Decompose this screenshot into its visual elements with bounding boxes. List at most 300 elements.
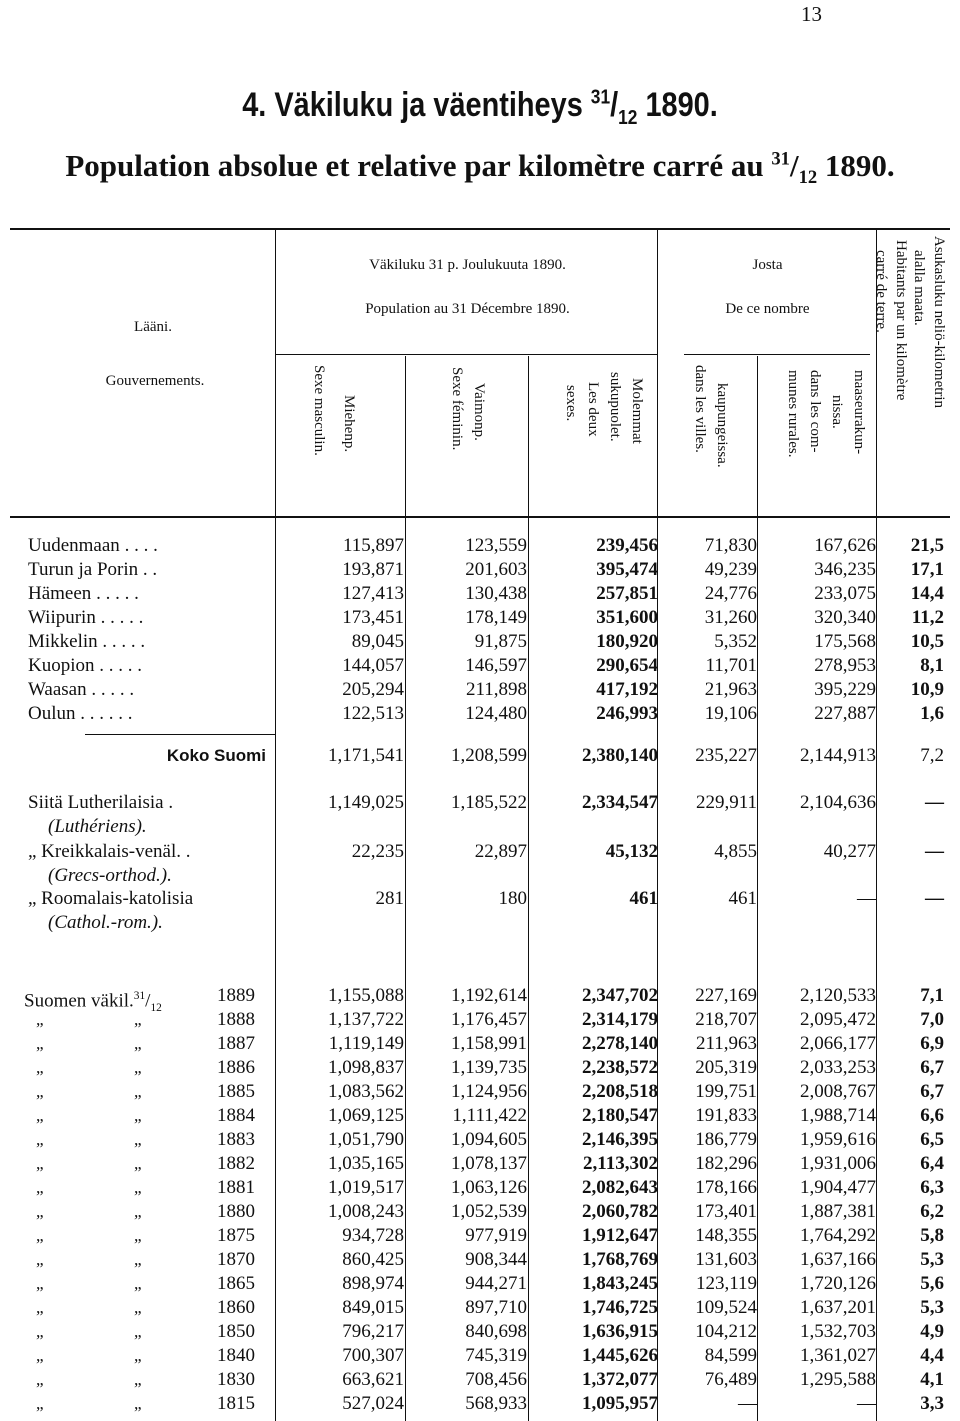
cell-female: 1,192,614 (451, 985, 527, 1006)
cell-rural: 395,229 (814, 679, 876, 700)
ditto-mark: „ (36, 1034, 44, 1053)
religion-row (0, 840, 960, 864)
cell-towns: 148,355 (695, 1225, 757, 1246)
ditto-mark: „ (134, 1178, 142, 1197)
cell-density: 4,9 (920, 1321, 944, 1342)
religion-row (0, 791, 960, 815)
cell-female: 130,438 (465, 583, 527, 604)
cell-male: 193,871 (342, 559, 404, 580)
year-label: 1830 (217, 1369, 255, 1390)
cell-female: 178,149 (465, 607, 527, 628)
cell-male: 1,051,790 (328, 1129, 404, 1150)
cell-density: 11,2 (911, 607, 944, 628)
cell-total: 2,208,518 (582, 1081, 658, 1102)
cell-female: 1,094,605 (451, 1129, 527, 1150)
history-row (0, 1248, 960, 1272)
leader-dots: . (163, 792, 174, 813)
cell-male: 122,513 (342, 703, 404, 724)
history-label-month: 12 (150, 1002, 162, 1015)
cell-female: 1,052,539 (451, 1201, 527, 1222)
year-label: 1881 (217, 1177, 255, 1198)
year-label: 1880 (217, 1201, 255, 1222)
leader-dots: . . (138, 559, 158, 580)
header-sexe-feminin: Sexe féminin. (449, 367, 465, 451)
cell-density: 7,2 (920, 745, 944, 766)
ditto-mark: „ (36, 1202, 44, 1221)
cell-towns: 173,401 (695, 1201, 757, 1222)
table-row (0, 654, 960, 678)
table-row (0, 678, 960, 702)
ditto-mark: „ (36, 1226, 44, 1245)
cell-female: 211,898 (465, 679, 527, 700)
history-row (0, 1152, 960, 1176)
cell-density: 5,8 (920, 1225, 944, 1246)
history-row (0, 1128, 960, 1152)
header-les-deux: Les deux (585, 382, 601, 437)
region-name (28, 654, 142, 678)
table-top-rule (10, 228, 950, 230)
cell-male: 934,728 (342, 1225, 404, 1246)
cell-density: 4,1 (920, 1369, 944, 1390)
cell-density: 21,5 (910, 535, 944, 556)
cell-rural: 1,959,616 (800, 1129, 876, 1150)
page-number: 13 (801, 2, 822, 26)
cell-rural: 2,033,253 (800, 1057, 876, 1078)
title-finnish-month: 12 (618, 106, 638, 129)
cell-male: 1,149,025 (328, 792, 404, 813)
cell-total: 417,192 (596, 679, 658, 700)
year-label: 1815 (217, 1393, 255, 1414)
religion-label: „ Kreikkalais-venäl. (28, 841, 181, 862)
ditto-mark: „ (36, 1250, 44, 1269)
cell-male: 1,008,243 (328, 1201, 404, 1222)
cell-total: 1,095,957 (582, 1393, 658, 1414)
region-label: Wiipurin (28, 607, 96, 628)
cell-rural: — (857, 1393, 876, 1414)
header-nissa: nissa. (829, 395, 845, 429)
cell-towns: 123,119 (695, 1273, 757, 1294)
cell-female: 977,919 (465, 1225, 527, 1246)
cell-total: 1,445,626 (582, 1345, 658, 1366)
ditto-mark: „ (134, 1322, 142, 1341)
cell-total: 246,993 (596, 703, 658, 724)
cell-female: 1,124,956 (451, 1081, 527, 1102)
cell-total: 2,180,547 (582, 1105, 658, 1126)
cell-density: 6,4 (920, 1153, 944, 1174)
cell-total: 2,314,179 (582, 1009, 658, 1030)
cell-male: 281 (375, 888, 404, 909)
title-finnish: 4. Väkiluku ja väentiheys $^{31}/_{12}$ 1890. (242, 86, 718, 129)
cell-female: 1,176,457 (451, 1009, 527, 1030)
cell-rural: 346,235 (814, 559, 876, 580)
cell-total: 1,912,647 (582, 1225, 658, 1246)
cell-rural: 2,144,913 (800, 745, 876, 766)
cell-male: 144,057 (342, 655, 404, 676)
cell-total: 2,334,547 (582, 792, 658, 813)
cell-density: 7,0 (920, 1009, 944, 1030)
josta-subheader-rule (684, 354, 870, 355)
cell-rural: 1,887,381 (800, 1201, 876, 1222)
title-french-day: 31 (771, 148, 790, 170)
header-josta: Josta (752, 257, 783, 273)
cell-male: 1,035,165 (328, 1153, 404, 1174)
title-finnish-day: 31 (590, 86, 611, 109)
leader-dots: . . . . . (91, 583, 139, 604)
cell-female: 201,603 (465, 559, 527, 580)
cell-male: 22,235 (351, 841, 404, 862)
cell-total: 1,843,245 (582, 1273, 658, 1294)
cell-density: 10,5 (910, 631, 944, 652)
region-name (28, 678, 134, 702)
history-row (0, 1392, 960, 1416)
cell-total: 2,113,302 (583, 1153, 658, 1174)
cell-towns: 24,776 (704, 583, 757, 604)
cell-rural: 1,931,006 (800, 1153, 876, 1174)
history-row (0, 1104, 960, 1128)
cell-density: 6,9 (920, 1033, 944, 1054)
ditto-mark: „ (36, 1154, 44, 1173)
cell-towns: 235,227 (695, 745, 757, 766)
cell-density: 8,1 (920, 655, 944, 676)
leader-dots: . . . . . (97, 631, 146, 652)
cell-female: 180 (498, 888, 527, 909)
ditto-mark: „ (134, 1226, 142, 1245)
cell-towns: 5,352 (714, 631, 757, 652)
cell-female: 1,185,522 (451, 792, 527, 813)
cell-male: 205,294 (342, 679, 404, 700)
region-name (28, 582, 139, 606)
cell-density: — (925, 841, 944, 862)
leader-dots: . (180, 841, 191, 862)
cell-density: — (925, 792, 944, 813)
year-label: 1885 (217, 1081, 255, 1102)
cell-male: 1,119,149 (328, 1033, 404, 1054)
cell-female: 908,344 (465, 1249, 527, 1270)
cell-female: 745,319 (465, 1345, 527, 1366)
cell-total: 2,146,395 (582, 1129, 658, 1150)
title-french-month: 12 (798, 167, 818, 189)
history-row (0, 1296, 960, 1320)
history-label: Suomen $väkil.^{31}/_{12}$ (24, 990, 162, 1015)
leader-dots: . . . . . (95, 607, 144, 628)
history-row (0, 1008, 960, 1032)
region-name (28, 606, 143, 630)
ditto-mark: „ (36, 1010, 44, 1029)
cell-male: 663,621 (342, 1369, 404, 1390)
cell-male: 1,137,722 (328, 1009, 404, 1030)
cell-towns: 11,701 (705, 655, 757, 676)
year-label: 1887 (217, 1033, 255, 1054)
cell-towns: 218,707 (695, 1009, 757, 1030)
leader-dots: . . . . (119, 535, 158, 556)
header-gouvernements: Gouvernements. (105, 373, 205, 389)
total-row (0, 744, 960, 768)
cell-towns: 4,855 (714, 841, 757, 862)
cell-female: 1,158,991 (451, 1033, 527, 1054)
religion-name (28, 887, 193, 911)
cell-female: 91,875 (474, 631, 527, 652)
cell-rural: — (857, 888, 876, 909)
cell-towns: 131,603 (695, 1249, 757, 1270)
religion-sub-fr: (Luthériens). (48, 816, 147, 837)
history-row (0, 1320, 960, 1344)
ditto-mark: „ (134, 1298, 142, 1317)
cell-towns: 76,489 (704, 1369, 757, 1390)
ditto-mark: „ (134, 1082, 142, 1101)
cell-rural: 1,988,714 (800, 1105, 876, 1126)
header-population-fi: Väkiluku 31 p. Joulukuuta 1890. (369, 257, 566, 273)
header-miehenp: Miehenp. (341, 395, 357, 453)
header-kaupungeissa: kaupungeissa. (714, 383, 730, 468)
cell-rural: 2,008,767 (800, 1081, 876, 1102)
cell-towns: 178,166 (695, 1177, 757, 1198)
leader-dots: . . . . . . (75, 703, 133, 724)
cell-density: 5,6 (920, 1273, 944, 1294)
header-sexes: sexes. (563, 385, 579, 422)
cell-density: 6,6 (920, 1105, 944, 1126)
cell-towns: 182,296 (695, 1153, 757, 1174)
header-maaseurakun: maaseurakun- (851, 370, 867, 455)
year-label: 1886 (217, 1057, 255, 1078)
history-row (0, 1224, 960, 1248)
cell-rural: 320,340 (814, 607, 876, 628)
cell-density: 3,3 (920, 1393, 944, 1414)
ditto-mark: „ (134, 1202, 142, 1221)
history-row (0, 984, 960, 1015)
cell-density: 17,1 (910, 559, 944, 580)
ditto-mark: „ (134, 1154, 142, 1173)
ditto-mark: „ (36, 1082, 44, 1101)
cell-rural: 167,626 (814, 535, 876, 556)
religion-row (0, 887, 960, 911)
cell-towns: 109,524 (695, 1297, 757, 1318)
year-label: 1889 (217, 985, 255, 1006)
cell-towns: 461 (728, 888, 757, 909)
cell-total: 290,654 (596, 655, 658, 676)
cell-rural: 2,120,533 (800, 985, 876, 1006)
cell-rural: 2,104,636 (800, 792, 876, 813)
header-munes-rurales: munes rurales. (785, 370, 801, 458)
region-label: Uudenmaan (28, 535, 120, 556)
cell-density: 10,9 (910, 679, 944, 700)
cell-female: 124,480 (465, 703, 527, 724)
cell-rural: 233,075 (814, 583, 876, 604)
cell-female: 708,456 (465, 1369, 527, 1390)
cell-towns: 49,239 (704, 559, 757, 580)
religion-sub-fr: (Cathol.-rom.). (48, 912, 163, 933)
cell-male: 1,155,088 (328, 985, 404, 1006)
ditto-mark: „ (134, 1250, 142, 1269)
cell-towns: 199,751 (695, 1081, 757, 1102)
cell-rural: 1,637,201 (800, 1297, 876, 1318)
history-label-text: Suomen väkil. (24, 990, 134, 1012)
religion-sub-fr: (Grecs-orthod.). (48, 865, 172, 886)
year-label: 1840 (217, 1345, 255, 1366)
cell-male: 89,045 (351, 631, 404, 652)
cell-male: 173,451 (342, 607, 404, 628)
cell-male: 1,019,517 (328, 1177, 404, 1198)
cell-density: 1,6 (920, 703, 944, 724)
cell-female: 1,111,422 (452, 1105, 527, 1126)
cell-density: — (925, 888, 944, 909)
header-alalla-maata: alalla maata. (911, 250, 927, 326)
ditto-mark: „ (36, 1370, 44, 1389)
ditto-mark: „ (134, 1370, 142, 1389)
cell-male: 1,069,125 (328, 1105, 404, 1126)
cell-female: 146,597 (465, 655, 527, 676)
cell-density: 6,7 (920, 1081, 944, 1102)
cell-towns: 19,106 (704, 703, 757, 724)
header-dans-les-com: dans les com- (807, 370, 823, 453)
history-row (0, 1080, 960, 1104)
cell-towns: 71,830 (704, 535, 757, 556)
cell-male: 849,015 (342, 1297, 404, 1318)
header-sexe-masculin: Sexe masculin. (311, 365, 327, 456)
cell-towns: — (738, 1393, 757, 1414)
cell-towns: 191,833 (695, 1105, 757, 1126)
cell-total: 2,238,572 (582, 1057, 658, 1078)
history-row (0, 1344, 960, 1368)
ditto-mark: „ (134, 1010, 142, 1029)
cell-towns: 211,963 (695, 1033, 757, 1054)
ditto-mark: „ (134, 1106, 142, 1125)
table-row (0, 582, 960, 606)
history-row (0, 1368, 960, 1392)
ditto-mark: „ (36, 1130, 44, 1149)
history-row (0, 1200, 960, 1224)
cell-rural: 2,066,177 (800, 1033, 876, 1054)
header-carre-de-terre: carré de terre. (873, 250, 889, 333)
cell-towns: 229,911 (695, 792, 757, 813)
ditto-mark: „ (36, 1178, 44, 1197)
cell-towns: 205,319 (695, 1057, 757, 1078)
ditto-mark: „ (36, 1298, 44, 1317)
table-header-rule (10, 516, 950, 518)
cell-female: 840,698 (465, 1321, 527, 1342)
cell-female: 1,078,137 (451, 1153, 527, 1174)
cell-total: 1,636,915 (582, 1321, 658, 1342)
ditto-mark: „ (134, 1130, 142, 1149)
header-population-fr: Population au 31 Décembre 1890. (365, 301, 570, 317)
cell-female: 1,063,126 (451, 1177, 527, 1198)
cell-male: 527,024 (342, 1393, 404, 1414)
cell-male: 127,413 (342, 583, 404, 604)
year-label: 1884 (217, 1105, 255, 1126)
history-label-day: 31 (133, 990, 146, 1002)
cell-rural: 227,887 (814, 703, 876, 724)
cell-male: 898,974 (342, 1273, 404, 1294)
year-label: 1875 (217, 1225, 255, 1246)
year-label: 1865 (217, 1273, 255, 1294)
cell-female: 944,271 (465, 1273, 527, 1294)
cell-towns: 84,599 (704, 1345, 757, 1366)
cell-rural: 278,953 (814, 655, 876, 676)
title-french-year: 1890. (817, 148, 895, 183)
region-label: Hämeen (28, 583, 92, 604)
cell-density: 6,5 (920, 1129, 944, 1150)
cell-density: 6,2 (920, 1201, 944, 1222)
table-row (0, 534, 960, 558)
ditto-mark: „ (134, 1346, 142, 1365)
ditto-mark: „ (134, 1058, 142, 1077)
cell-total: 180,920 (596, 631, 658, 652)
history-row (0, 1272, 960, 1296)
year-label: 1882 (217, 1153, 255, 1174)
cell-total: 1,746,725 (582, 1297, 658, 1318)
cell-towns: 104,212 (695, 1321, 757, 1342)
cell-female: 897,710 (465, 1297, 527, 1318)
cell-male: 796,217 (342, 1321, 404, 1342)
ditto-mark: „ (36, 1346, 44, 1365)
religion-label: Siitä Lutherilaisia (28, 792, 164, 813)
cell-total: 1,372,077 (582, 1369, 658, 1390)
header-dans-les-villes: dans les villes. (692, 365, 708, 453)
cell-female: 1,139,735 (451, 1057, 527, 1078)
ditto-mark: „ (36, 1274, 44, 1293)
cell-male: 115,897 (342, 535, 404, 556)
header-asukasluku: Asukasluku neliö-kilometrin (931, 236, 947, 409)
region-label: Oulun (28, 703, 76, 724)
cell-density: 6,3 (920, 1177, 944, 1198)
cell-female: 568,933 (465, 1393, 527, 1414)
ditto-mark: „ (36, 1106, 44, 1125)
title-finnish-year: 1890. (637, 86, 718, 124)
cell-rural: 1,532,703 (800, 1321, 876, 1342)
leader-dots: . . . . . (86, 679, 135, 700)
year-label: 1888 (217, 1009, 255, 1030)
cell-density: 4,4 (920, 1345, 944, 1366)
year-label: 1850 (217, 1321, 255, 1342)
title-finnish-text: 4. Väkiluku ja väentiheys (242, 86, 591, 124)
title-french: Population absolue et relative par kilomètre carré au $^{31}/_{12}$ 1890. (65, 148, 895, 189)
pop-subheader-rule (275, 354, 657, 355)
ditto-mark: „ (134, 1274, 142, 1293)
region-label: Kuopion (28, 655, 95, 676)
cell-female: 123,559 (465, 535, 527, 556)
cell-total: 2,380,140 (582, 745, 658, 766)
table-row (0, 558, 960, 582)
cell-total: 257,851 (596, 583, 658, 604)
cell-total: 1,768,769 (582, 1249, 658, 1270)
region-name (28, 630, 145, 654)
religion-name (28, 791, 173, 815)
cell-density: 7,1 (920, 985, 944, 1006)
cell-towns: 186,779 (695, 1129, 757, 1150)
history-row (0, 1176, 960, 1200)
cell-towns: 21,963 (704, 679, 757, 700)
cell-density: 6,7 (920, 1057, 944, 1078)
ditto-mark: „ (134, 1394, 142, 1413)
history-row (0, 1056, 960, 1080)
history-row (0, 1032, 960, 1056)
cell-male: 1,098,837 (328, 1057, 404, 1078)
header-sukupuolet: sukupuolet. (607, 372, 623, 442)
year-label: 1870 (217, 1249, 255, 1270)
region-name (28, 702, 133, 726)
leader-dots: . . . . . (94, 655, 142, 676)
religion-name (28, 840, 190, 864)
header-molemmat: Molemmat (629, 378, 645, 444)
year-label: 1860 (217, 1297, 255, 1318)
region-name (28, 534, 158, 558)
cell-density: 5,3 (920, 1249, 944, 1270)
cell-rural: 1,720,126 (800, 1273, 876, 1294)
cell-total: 2,082,643 (582, 1177, 658, 1198)
title-french-text: Population absolue et relative par kilomètre carré au (65, 148, 772, 183)
cell-female: 1,208,599 (451, 745, 527, 766)
cell-total: 351,600 (596, 607, 658, 628)
region-label: Waasan (28, 679, 87, 700)
